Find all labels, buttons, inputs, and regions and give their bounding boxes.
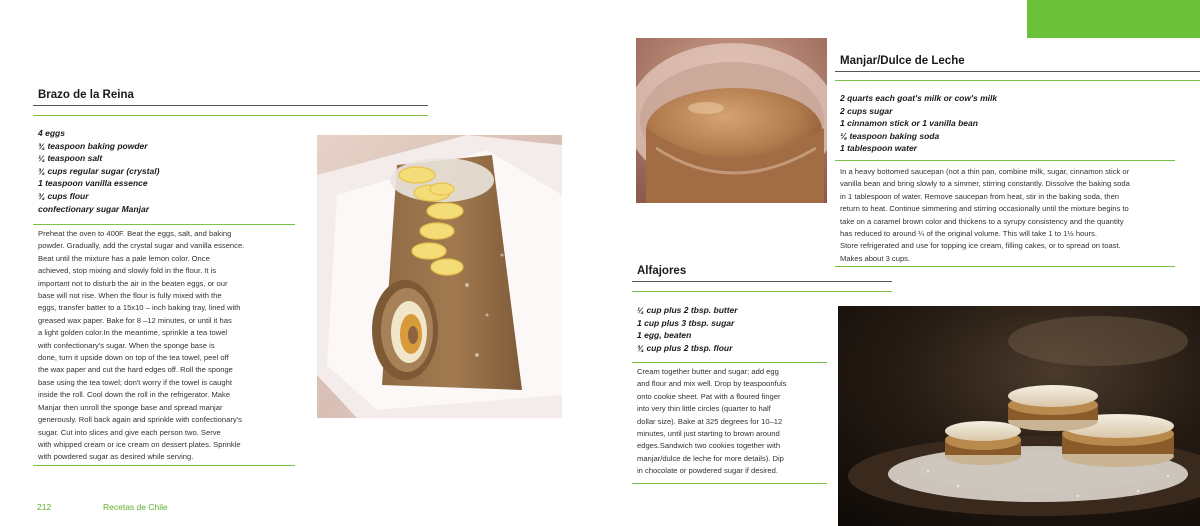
ingredient-item: 1 teaspoon vanilla essence <box>38 178 148 189</box>
instruction-line: eggs, transfer batter to a 15x10 – inch baking tray, lined with <box>38 303 241 313</box>
instruction-line: minutes, until just starting to brown around <box>637 429 780 439</box>
ingredient-item: 1 cup plus 3 tbsp. sugar <box>637 317 735 328</box>
ingredient-item: 2 cups sugar <box>840 105 893 116</box>
ingredient-list <box>637 304 827 354</box>
instruction-line: return to heat. Continue simmering and stirring occasionally until the mixture begins to <box>840 204 1129 214</box>
recipe-title: Alfajores <box>637 265 687 277</box>
instructions-rule <box>835 266 1175 267</box>
ingredients-rule <box>33 224 295 225</box>
instruction-line: Manjar then unroll the sponge base and spread manjar <box>38 402 223 412</box>
ingredient-item: 4 eggs <box>38 128 65 138</box>
ingredient-item: ¼ cup plus 2 tbsp. butter <box>637 305 738 315</box>
ingredient-item: 2 quarts each goat's milk or cow's milk <box>840 93 998 103</box>
instructions-rule <box>33 465 295 466</box>
instruction-line: in chocolate or powdered sugar if desired. <box>637 466 778 476</box>
dulce-de-leche-photo <box>636 38 827 203</box>
instruction-line: has reduced to around ¼ of the original volume. This will take 1 to 1½ hours. <box>840 229 1097 239</box>
ingredients-rule <box>835 160 1175 161</box>
alfajores-photo <box>838 306 1200 526</box>
instructions-text <box>637 366 827 478</box>
instruction-line: with powdered sugar as desired while serving. <box>38 452 194 462</box>
instruction-line: onto cookie sheet. Pat with a floured finger <box>637 391 781 401</box>
instruction-line: take on a caramel brown color and thickens to a syrupy consistency and the quantity <box>840 216 1124 226</box>
ingredient-item: confectionary sugar Manjar <box>38 203 150 214</box>
instruction-line: Cream together butter and sugar; add egg <box>637 367 779 376</box>
swiss-roll-photo <box>317 135 562 418</box>
instruction-line: into very thin little circles (quarter to half <box>637 404 771 414</box>
ingredient-list <box>38 127 288 215</box>
instruction-line: Beat until the mixture has a pale lemon color. Once <box>38 253 210 263</box>
ingredient-item: ¾ cups regular sugar (crystal) <box>38 165 160 176</box>
instruction-line: Preheat the oven to 400F. Beat the eggs, salt, and baking <box>38 229 232 238</box>
instruction-line: Store refrigerated and use for topping ice cream, filling cakes, or to spread on toast. <box>840 241 1121 251</box>
instruction-line: in 1 tablespoon of water. Remove saucepan from heat, stir in the baking soda, then <box>840 191 1120 201</box>
recipe-title: Manjar/Dulce de Leche <box>840 55 965 67</box>
accent-tab <box>1027 0 1200 38</box>
instruction-line: base will not rise. When the flour is fully mixed with the <box>38 291 222 301</box>
instruction-line: In a heavy bottomed saucepan (not a thin pan, combine milk, sugar, cinnamon stick or <box>840 167 1130 176</box>
instruction-line: sugar. Cut into slices and give each person two. Serve <box>38 427 221 437</box>
instruction-line: done, turn it upside down on top of the tea towel, peel off <box>38 353 229 363</box>
instruction-line: achieved, stop mixing and slowly fold in the flour. It is <box>38 266 217 276</box>
instruction-line: Makes about 3 cups. <box>840 253 911 263</box>
instruction-line: dollar size). Bake at 325 degrees for 10–12 <box>637 416 783 426</box>
title-rule-top <box>835 71 1200 72</box>
instruction-line: generously. Roll back again and sprinkle with confectionary's <box>38 415 242 425</box>
ingredient-item: ¾ cups flour <box>38 190 89 201</box>
instructions-text <box>38 228 300 464</box>
book-title: Recetas de Chile <box>103 502 168 512</box>
instruction-line: vanilla bean and bring slowly to a simmer, stirring constantly. Dissolve the baking soda <box>840 179 1130 189</box>
instructions-text <box>840 166 1180 265</box>
instruction-line: powder. Gradually, add the crystal sugar and vanilla essence. <box>38 241 245 251</box>
instruction-line: the wax paper and cut the hard edges off. Roll the sponge <box>38 365 233 375</box>
instruction-line: inside the roll. Cool down the roll in the refrigerator. Make <box>38 390 231 400</box>
instructions-rule <box>632 483 827 484</box>
ingredient-list <box>840 92 1170 155</box>
ingredients-rule <box>632 362 827 363</box>
ingredient-item: 1 egg, beaten <box>637 330 692 341</box>
ingredient-item: ¾ cup plus 2 tbsp. flour <box>637 342 733 353</box>
page-number: 212 <box>37 502 52 512</box>
title-rule-bottom <box>33 115 428 116</box>
title-rule-bottom <box>835 80 1200 81</box>
ingredient-item: 1 tablespoon water <box>840 143 917 154</box>
title-rule-top <box>632 281 892 282</box>
instruction-line: with confectionary's sugar. When the sponge base is <box>38 340 215 350</box>
title-rule-top <box>33 105 428 106</box>
instruction-line: and flour and mix well. Drop by teaspoonfuls <box>637 379 787 389</box>
instruction-line: a light golden color.In the meantime, sprinkle a tea towel <box>38 328 228 338</box>
instruction-line: with whipped cream or ice cream on dessert plates. Sprinkle <box>38 439 241 449</box>
ingredient-item: ¼ teaspoon salt <box>38 153 103 164</box>
recipe-title: Brazo de la Reina <box>38 89 134 101</box>
instruction-line: greased wax paper. Bake for 8 –12 minutes, or until it has <box>38 315 232 325</box>
instruction-line: important not to disturb the air in the beaten eggs, or our <box>38 278 228 288</box>
ingredient-item: 1 cinnamon stick or 1 vanilla bean <box>840 118 978 129</box>
instruction-line: edges.Sandwich two cookies together with <box>637 441 781 451</box>
instruction-line: base using the tea towel; don't worry if the towel is caught <box>38 377 232 387</box>
ingredient-item: ⅛ teaspoon baking soda <box>840 130 940 141</box>
ingredient-item: ¾ teaspoon baking powder <box>38 140 148 151</box>
instruction-line: manjar/dulce de leche for more details). Dip <box>637 453 784 463</box>
title-rule-bottom <box>632 291 892 292</box>
